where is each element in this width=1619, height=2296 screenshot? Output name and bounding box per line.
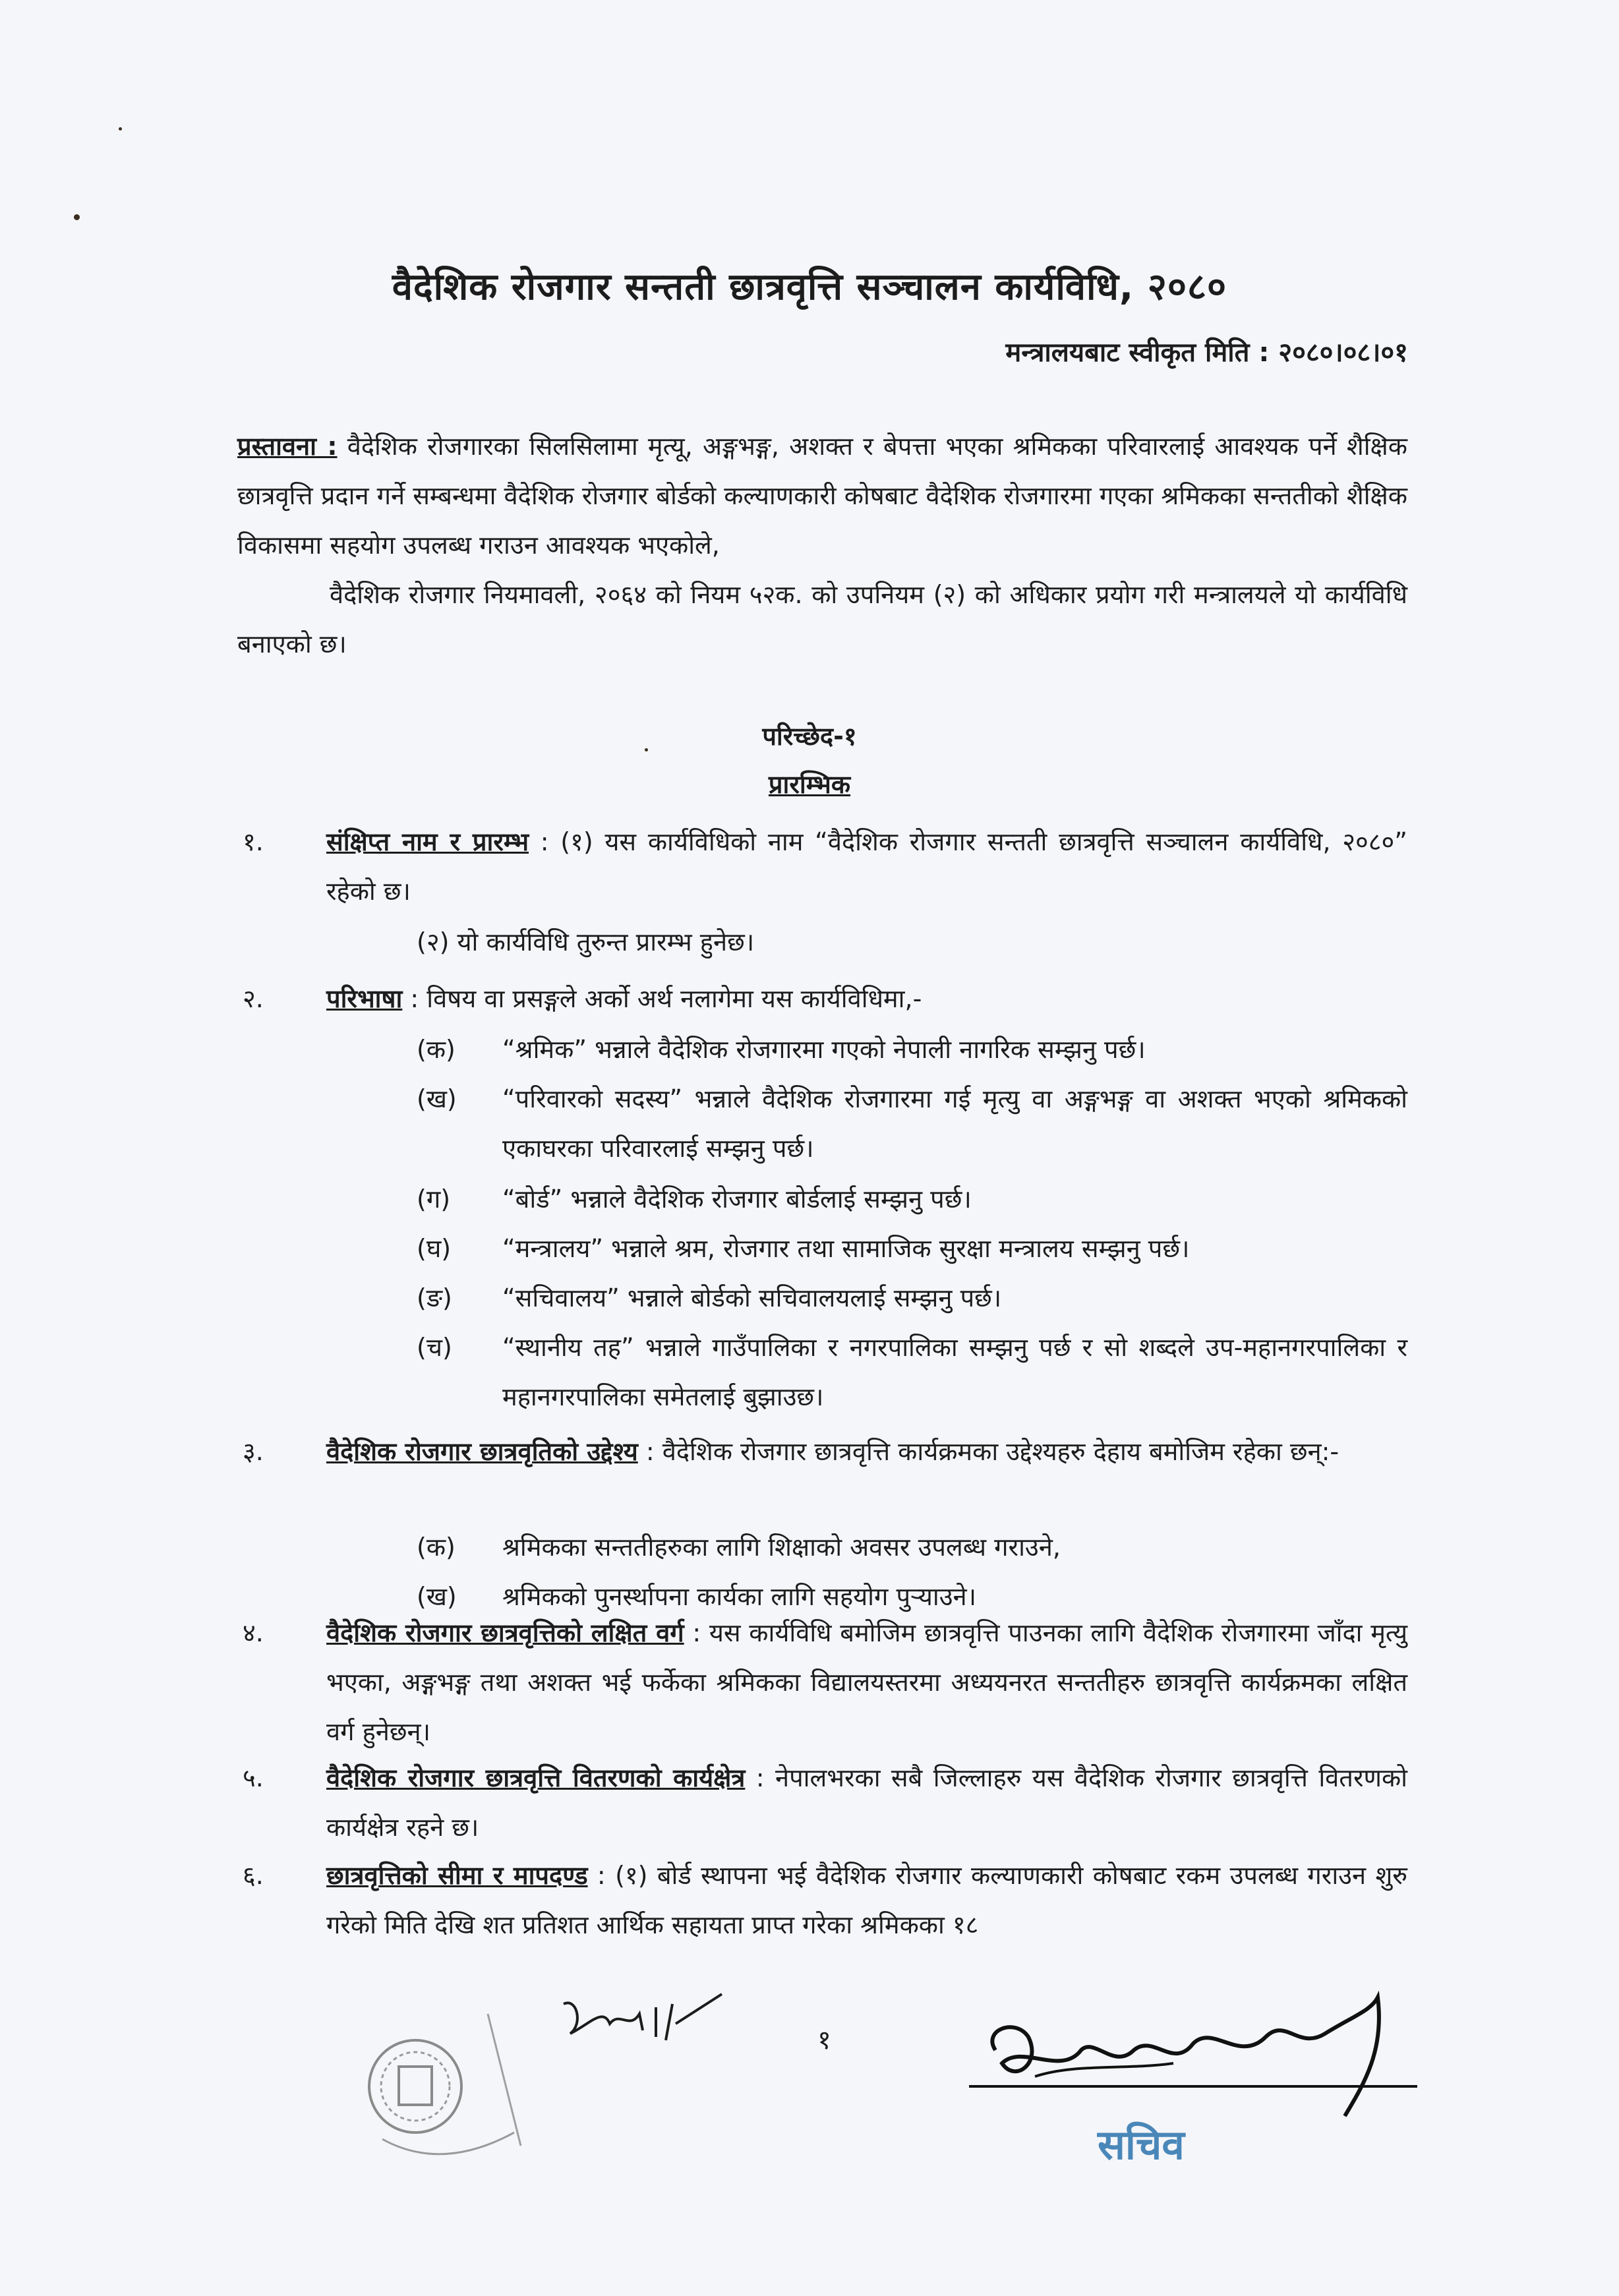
preamble-text: वैदेशिक रोजगारका सिलसिलामा मृत्यू, अङ्गभङ्ग, अशक्त र बेपत्ता भएका श्रमिकका परिवारलाई आवश्यक पर्ने शैक्षिक छात्रवृत्ति प्रदान गर्ने सम्बन्धमा वैदेशिक रोजगार बोर्डको कल्याणकारी कोषबाट वैदेशिक रोजगारमा गएका श्रमिकका सन्ततीको शैक्षिक विकासमा सहयोग उपलब्ध गराउन आवश्यक भएकोले, bbox=[237, 432, 1407, 560]
section-text: : (१) यस कार्यविधिको नाम “वैदेशिक रोजगार सन्तती छात्रवृत्ति सञ्चालन कार्यविधि, २०८०” रहेको छ। bbox=[326, 827, 1407, 906]
secretary-signature bbox=[956, 1971, 1430, 2142]
paper-speck bbox=[74, 214, 80, 220]
section-heading: छात्रवृत्तिको सीमा र मापदण्ड bbox=[326, 1861, 588, 1890]
section-clause: (२) यो कार्यविधि तुरुन्त प्रारम्भ हुनेछ। bbox=[417, 927, 755, 957]
section-heading: वैदेशिक रोजगार छात्रवृत्ति वितरणको कार्यक्षेत्र bbox=[326, 1763, 746, 1792]
section-number: ३. bbox=[243, 1437, 264, 1466]
preamble-text-2: वैदेशिक रोजगार नियमावली, २०६४ को नियम ५२क. को उपनियम (२) को अधिकार प्रयोग गरी मन्त्रालयले यो कार्यविधि बनाएको छ। bbox=[237, 580, 1407, 659]
section-body bbox=[326, 1427, 1407, 1477]
preamble-paragraph-2 bbox=[237, 570, 1407, 669]
ministry-seal bbox=[343, 2001, 580, 2192]
section-number: २. bbox=[243, 984, 264, 1013]
section-body bbox=[326, 1851, 1407, 1950]
section-text: : विषय वा प्रसङ्गले अर्को अर्थ नलागेमा यस कार्यविधिमा,- bbox=[402, 984, 922, 1013]
section-text: : यस कार्यविधि बमोजिम छात्रवृत्ति पाउनका लागि वैदेशिक रोजगारमा जाँदा मृत्यु भएका, अङ्गभङ्ग तथा अशक्त भई फर्केका श्रमिकका विद्यालयस्तरमा अध्ययनरत सन्ततीहरु छात्रवृत्ति कार्यक्रमका लक्षित वर्ग हुनेछन्। bbox=[326, 1618, 1407, 1746]
section-number: १. bbox=[243, 827, 264, 856]
section-number: ४. bbox=[243, 1618, 264, 1647]
section-number: ५. bbox=[243, 1763, 264, 1792]
section-body bbox=[326, 817, 1407, 916]
section-body bbox=[326, 1608, 1407, 1757]
section-text: : नेपालभरका सबै जिल्लाहरु यस वैदेशिक रोजगार छात्रवृत्ति वितरणको कार्यक्षेत्र रहने छ। bbox=[326, 1763, 1408, 1842]
chapter-number: परिच्छेद-१ bbox=[762, 722, 857, 751]
section-body bbox=[326, 1753, 1407, 1852]
section-heading: वैदेशिक रोजगार छात्रवृत्तिको लक्षित वर्ग bbox=[326, 1618, 684, 1647]
chapter-name: प्रारम्भिक bbox=[768, 770, 851, 799]
section-text: : वैदेशिक रोजगार छात्रवृत्ति कार्यक्रमका उद्देश्यहरु देहाय बमोजिम रहेका छन्:- bbox=[637, 1437, 1339, 1466]
section-heading: संक्षिप्त नाम र प्रारम्भ bbox=[326, 827, 529, 856]
paper-speck bbox=[119, 127, 122, 131]
secretary-stamp: सचिव bbox=[1098, 2121, 1185, 2169]
preamble-heading: प्रस्तावना : bbox=[237, 432, 338, 461]
initial-signature bbox=[557, 1984, 728, 2070]
section-heading: परिभाषा bbox=[326, 984, 403, 1013]
document-title: वैदेशिक रोजगार सन्तती छात्रवृत्ति सञ्चालन कार्यविधि, २०८० bbox=[392, 266, 1227, 309]
approval-date: मन्त्रालयबाट स्वीकृत मिति : २०८०।०८।०१ bbox=[1005, 338, 1408, 368]
section-number: ६. bbox=[243, 1861, 264, 1890]
preamble-paragraph bbox=[237, 422, 1407, 570]
section-heading: वैदेशिक रोजगार छात्रवृतिको उद्देश्य bbox=[326, 1437, 638, 1466]
page-number: १ bbox=[817, 2025, 831, 2055]
section-text: : (१) बोर्ड स्थापना भई वैदेशिक रोजगार कल्याणकारी कोषबाट रकम उपलब्ध गराउन शुरु गरेको मिति देखि शत प्रतिशत आर्थिक सहायता प्राप्त गरेका श्रमिकका १८ bbox=[326, 1861, 1408, 1939]
section-body bbox=[326, 974, 1407, 1024]
